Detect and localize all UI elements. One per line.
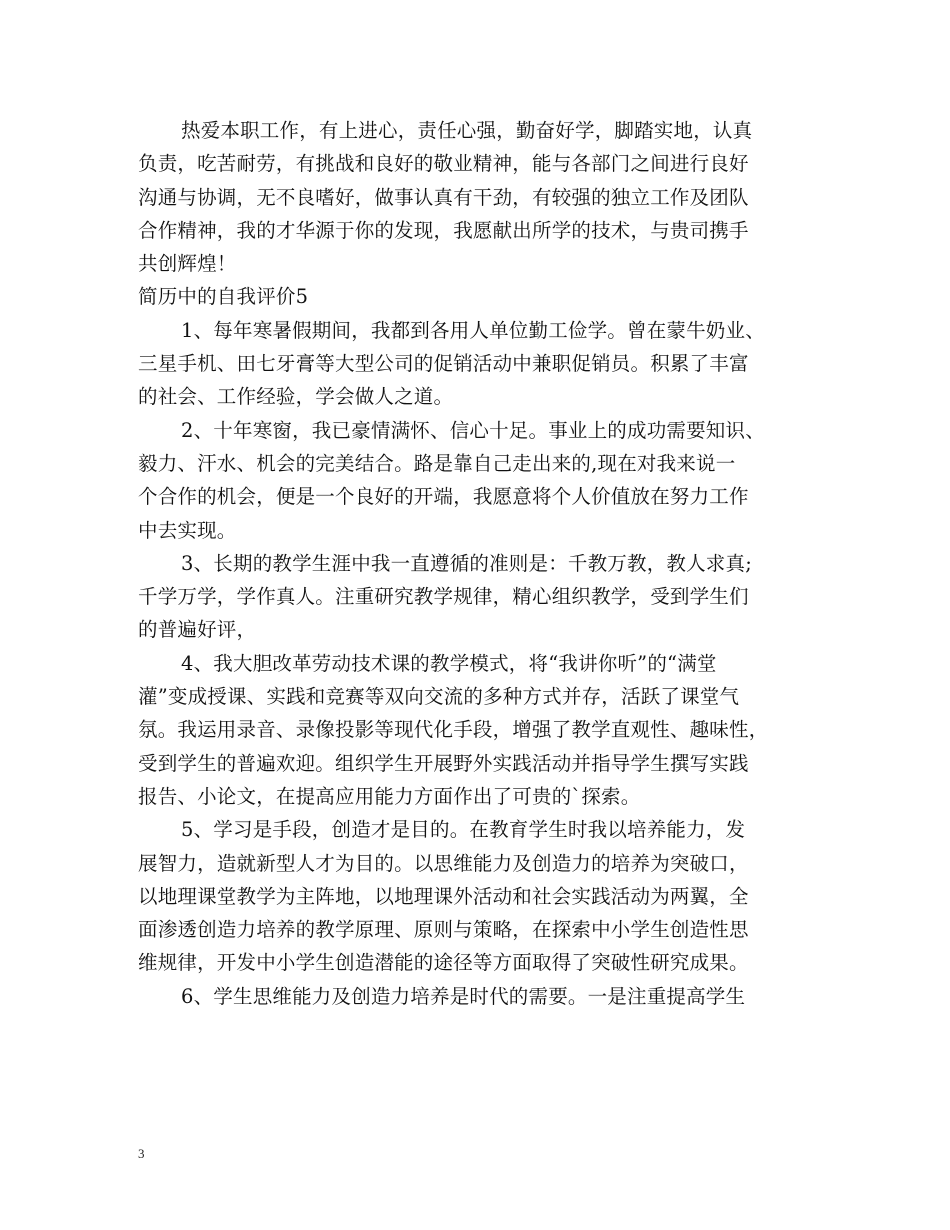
paragraph-line: 三星手机、田七牙膏等大型公司的促销活动中兼职促销员。积累了丰富 xyxy=(138,352,749,376)
paragraph-line: 负责，吃苦耐劳，有挑战和良好的敬业精神，能与各部门之间进行良好 xyxy=(138,152,749,176)
paragraph-first-line: 6、学生思维能力及创造力培养是时代的需要。一是注重提高学生 xyxy=(181,984,746,1008)
paragraph-line: 沟通与协调，无不良嗜好，做事认真有干劲，有较强的独立工作及团队 xyxy=(138,185,749,209)
paragraph-line: 千学万学，学作真人。注重研究教学规律，精心组织教学，受到学生们 xyxy=(138,585,749,609)
paragraph-first-line: 2、十年寒窗，我已豪情满怀、信心十足。事业上的成功需要知识、 xyxy=(181,418,765,442)
paragraph-first-line: 1、每年寒暑假期间，我都到各用人单位勤工俭学。曾在蒙牛奶业、 xyxy=(181,318,765,342)
paragraph-line: 维规律，开发中小学生创造潜能的途径等方面取得了突破性研究成果。 xyxy=(138,951,749,975)
paragraph-first-line: 5、学习是手段，创造才是目的。在教育学生时我以培养能力，发 xyxy=(181,818,746,842)
paragraph-line: 受到学生的普遍欢迎。组织学生开展野外实践活动并指导学生撰写实践 xyxy=(138,751,749,775)
paragraph-line: 展智力，造就新型人才为目的。以思维能力及创造力的培养为突破口， xyxy=(138,851,749,875)
paragraph-line: 灌”变成授课、实践和竞赛等双向交流的多种方式并存，活跃了课堂气 xyxy=(138,685,740,709)
paragraph-line: 面渗透创造力培养的教学原理、原则与策略，在探索中小学生创造性思 xyxy=(138,918,749,942)
paragraph-line: 氛。我运用录音、录像投影等现代化手段，增强了教学直观性、趣味性， xyxy=(138,718,769,742)
paragraph-line: 的社会、工作经验，学会做人之道。 xyxy=(138,385,454,409)
paragraph-line: 的普遍好评， xyxy=(138,618,257,642)
paragraph-line: 以地理课堂教学为主阵地，以地理课外活动和社会实践活动为两翼，全 xyxy=(138,884,749,908)
paragraph-line: 简历中的自我评价5 xyxy=(138,285,309,309)
document-body xyxy=(138,114,828,1013)
paragraph-line: 毅力、汗水、机会的完美结合。路是靠自己走出来的,现在对我来说一 xyxy=(138,451,736,475)
paragraph-line: 报告、小论文，在提高应用能力方面作出了可贵的`探索。 xyxy=(138,784,641,808)
paragraph-line: 个合作的机会，便是一个良好的开端，我愿意将个人价值放在努力工作 xyxy=(138,485,749,509)
page-number: 3 xyxy=(138,1146,145,1161)
paragraph-first-line: 热爱本职工作，有上进心，责任心强，勤奋好学，脚踏实地，认真 xyxy=(181,119,753,142)
paragraph-first-line: 3、长期的教学生涯中我一直遵循的准则是：千教万教，教人求真; xyxy=(181,551,752,575)
paragraph-line: 合作精神，我的才华源于你的发现，我愿献出所学的技术，与贵司携手 xyxy=(138,218,749,242)
paragraph-line: 共创辉煌！ xyxy=(138,252,237,276)
paragraph-first-line: 4、我大胆改革劳动技术课的教学模式，将“我讲你听”的“满堂 xyxy=(181,651,717,675)
paragraph-line: 中去实现。 xyxy=(138,518,237,542)
